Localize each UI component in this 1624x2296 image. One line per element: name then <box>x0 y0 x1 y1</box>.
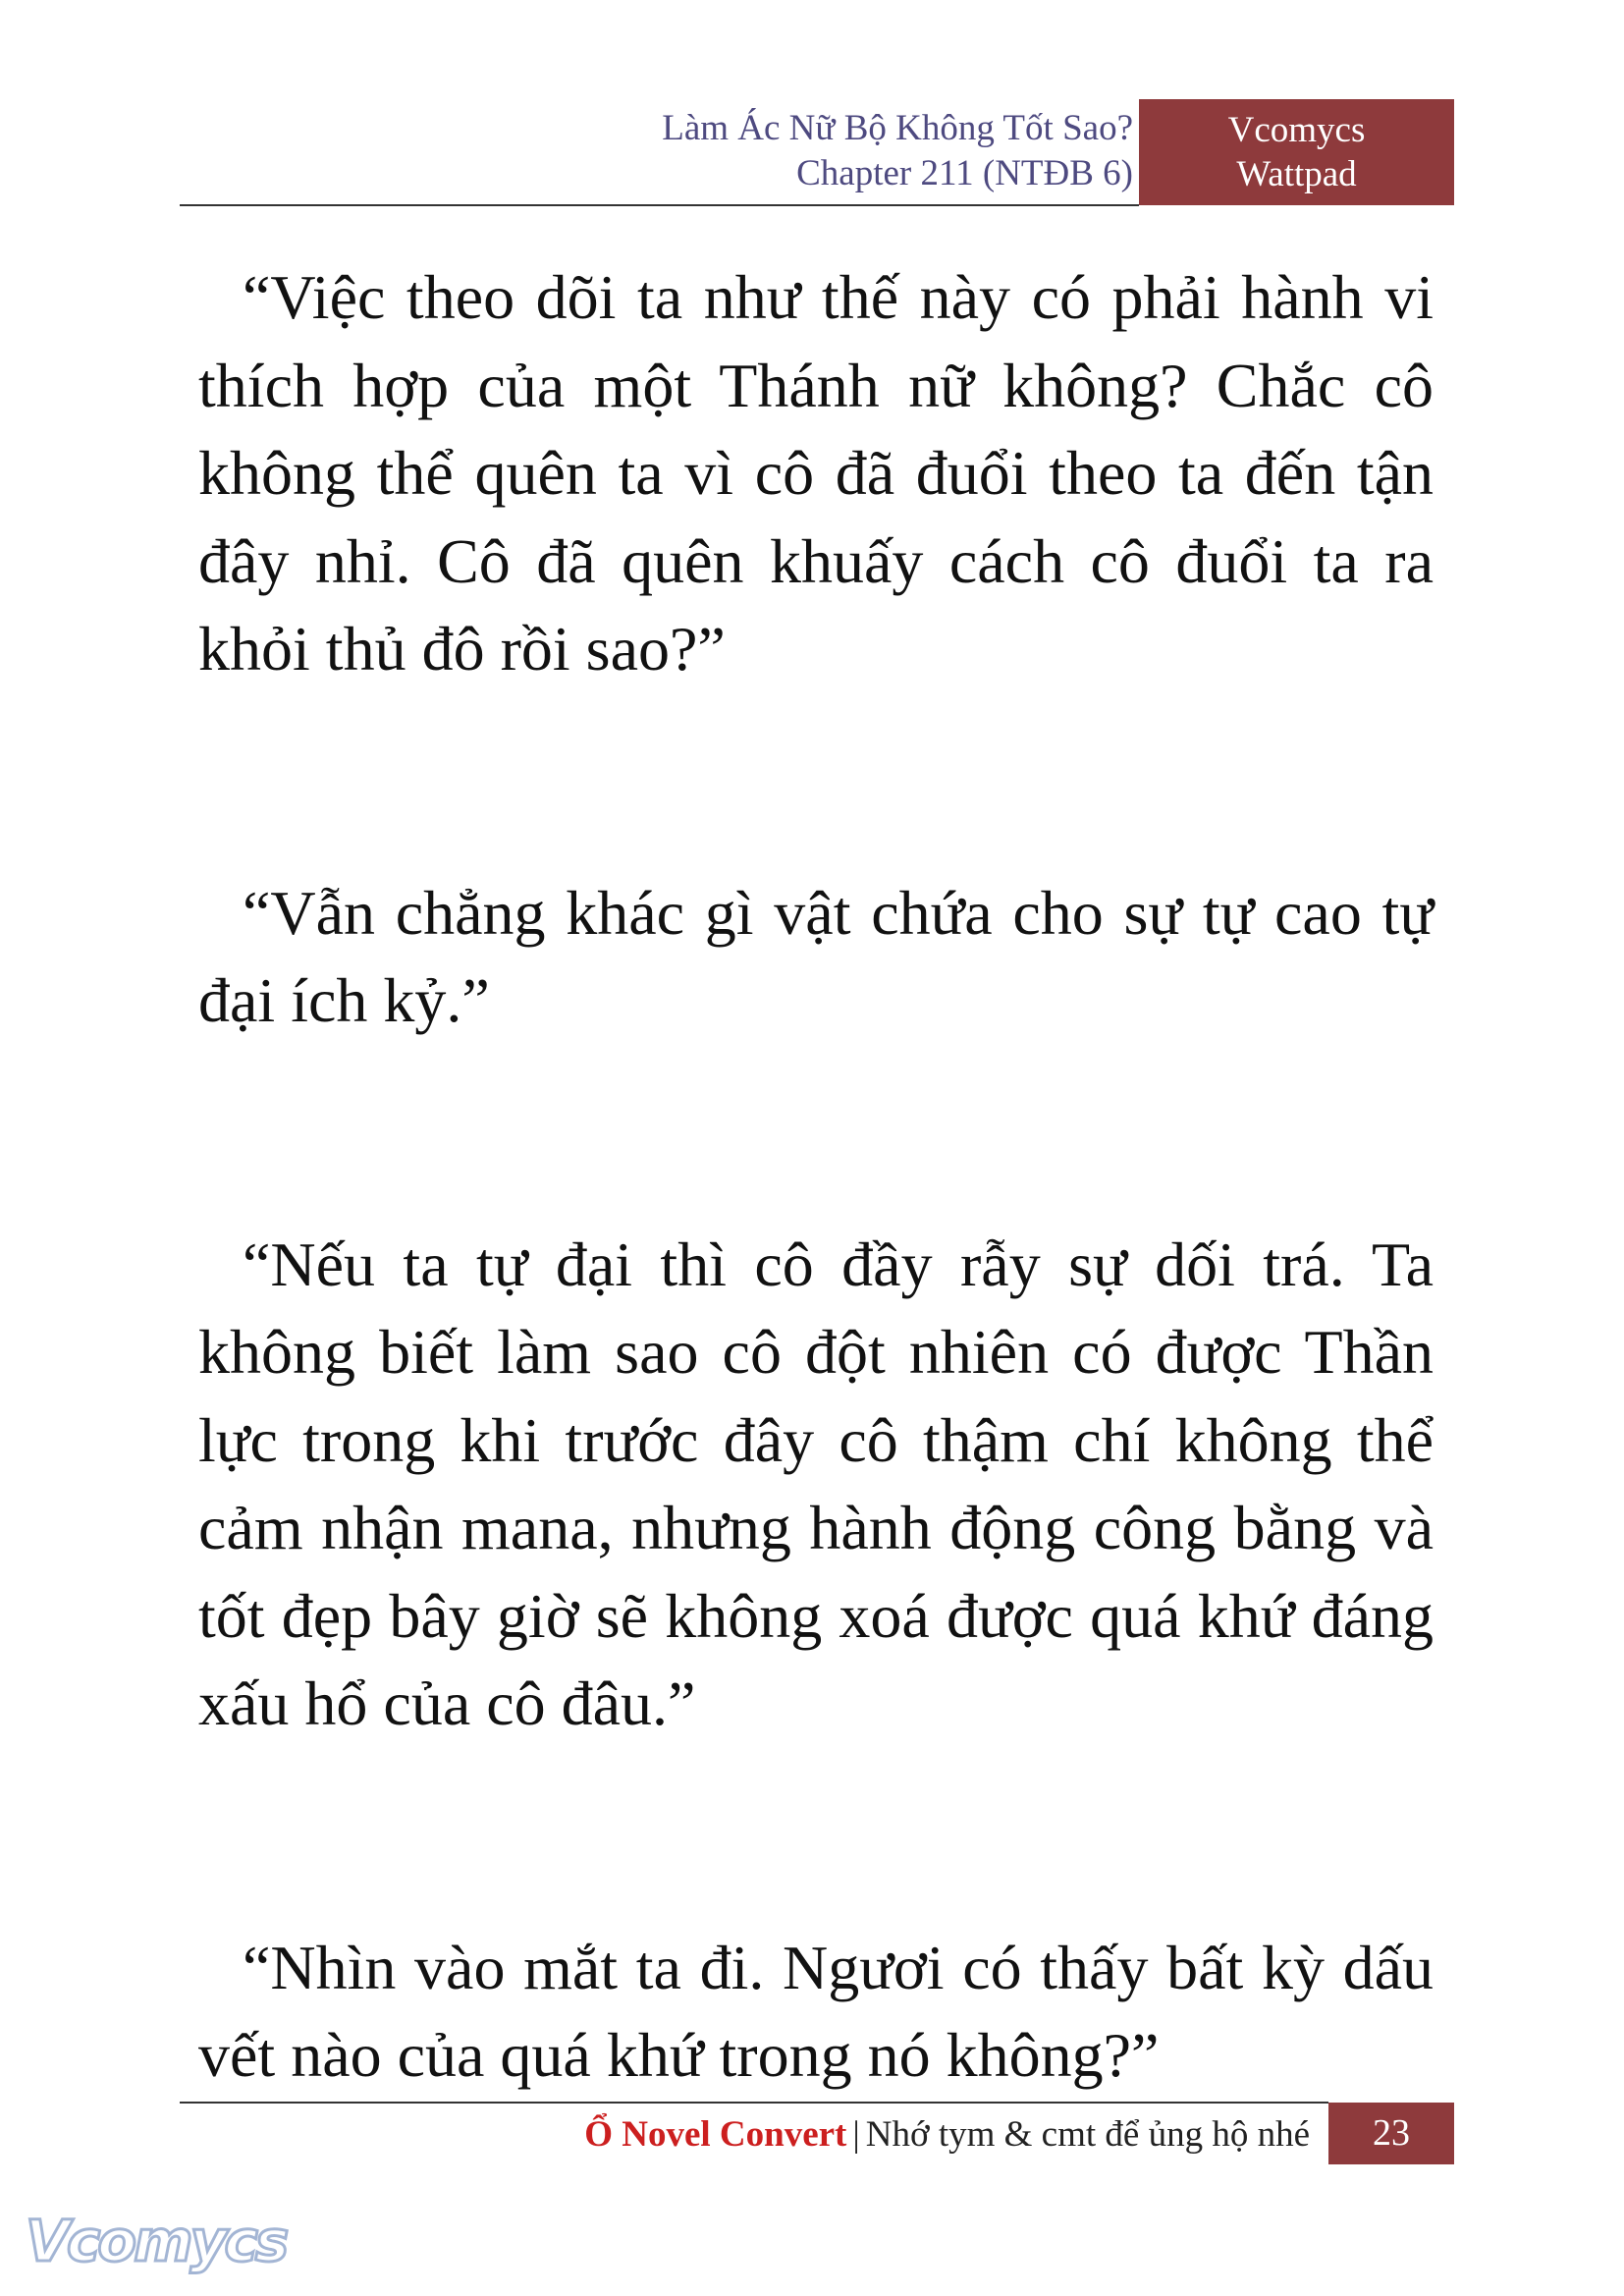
chapter-body <box>198 253 1434 2100</box>
book-title: Làm Ác Nữ Bộ Không Tốt Sao? <box>662 108 1133 148</box>
footer-brand: Ổ Novel Convert <box>584 2114 847 2155</box>
source-badge <box>1139 99 1454 205</box>
header-divider <box>180 204 1139 206</box>
source-name: Vcomycs <box>1227 110 1366 150</box>
source-platform: Wattpad <box>1236 154 1357 194</box>
chapter-title: Chapter 211 (NTĐB 6) <box>796 153 1133 193</box>
running-header <box>662 106 1133 196</box>
paragraph: “Việc theo dõi ta như thế này có phải hành vi thích hợp của một Thánh nữ không? Chắc cô không thể quên ta vì cô đã đuổi theo ta đến tận đây nhỉ. Cô đã quên khuấy cách cô đuổi ta ra khỏi thủ đô rồi sao?” <box>198 262 1434 683</box>
paragraph: “Nhìn vào mắt ta đi. Ngươi có thấy bất kỳ dấu vết nào của quá khứ trong nó không?” <box>198 1932 1434 2090</box>
footer-message: Nhớ tym & cmt để ủng hộ nhé <box>865 2114 1310 2155</box>
page-number: 23 <box>1328 2103 1454 2164</box>
paragraph: “Nếu ta tự đại thì cô đầy rẫy sự dối trá. Ta không biết làm sao cô đột nhiên có được Thần lực trong khi trước đây cô thậm chí không thể cảm nhận mana, nhưng hành động công bằng và tốt đẹp bây giờ sẽ không xoá được quá khứ đáng xấu hổ của cô đâu.” <box>198 1229 1434 1738</box>
watermark-logo: Vcomycs <box>26 2208 287 2274</box>
paragraph: “Vẫn chẳng khác gì vật chứa cho sự tự cao tự đại ích kỷ.” <box>198 877 1434 1035</box>
footer-note <box>584 2111 1310 2159</box>
footer-separator: | <box>852 2114 860 2155</box>
footer-divider <box>180 2102 1328 2104</box>
